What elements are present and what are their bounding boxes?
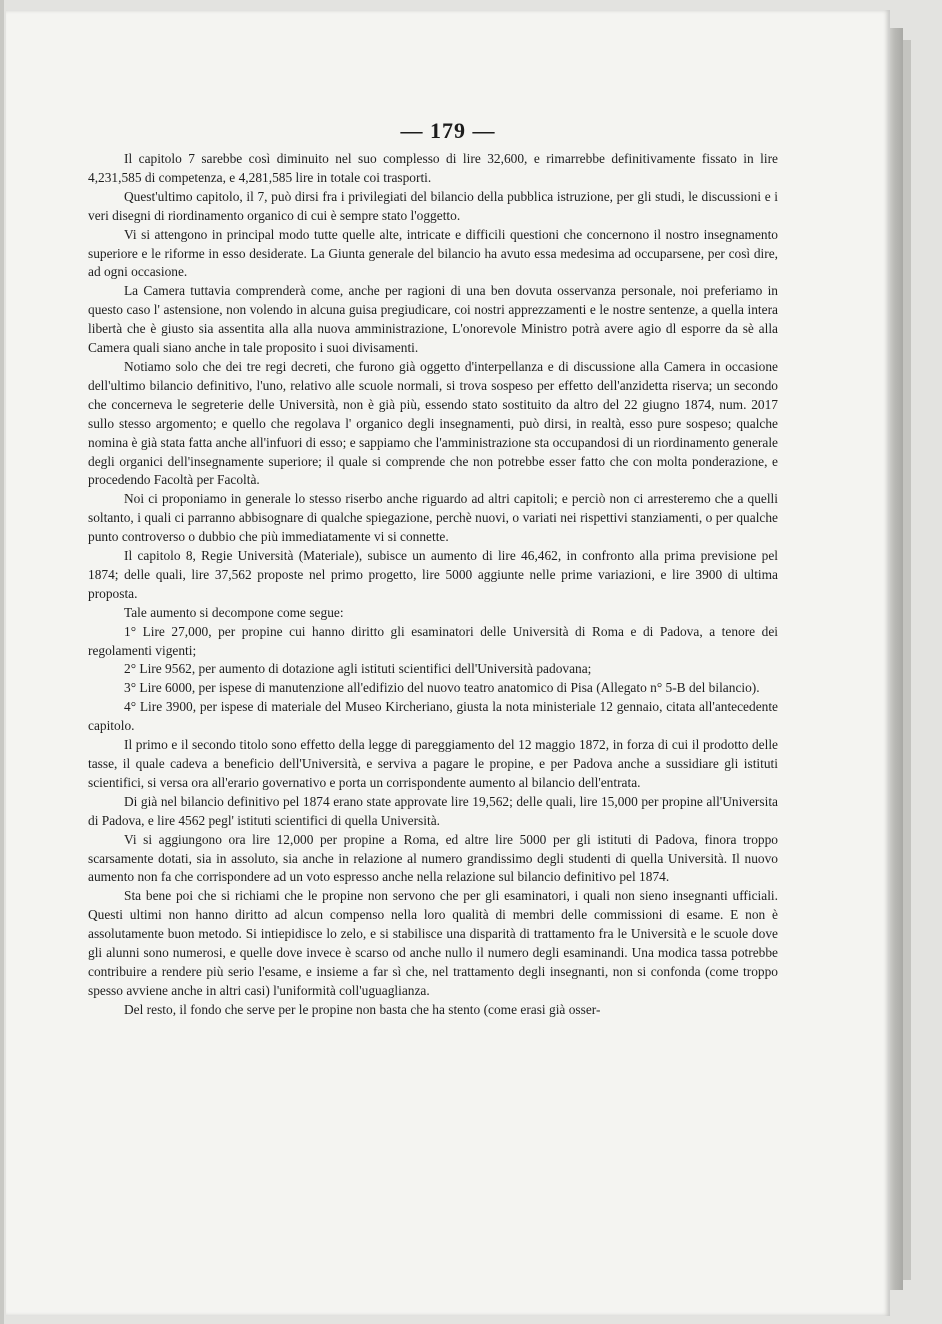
list-item: 1° Lire 27,000, per propine cui hanno diritto gli esaminatori delle Università di Roma e di Padova, a tenore dei regolamenti vigenti; <box>88 623 778 658</box>
paragraph: Tale aumento si decompone come segue: <box>124 604 344 620</box>
document-page <box>6 10 890 1316</box>
page-number: — 179 — <box>400 118 496 143</box>
list-item: 2° Lire 9562, per aumento di dotazione agli istituti scientifici dell'Università padovana; <box>124 661 592 677</box>
left-margin-shadow <box>0 0 4 1324</box>
page-body <box>88 150 778 1020</box>
paragraph: Il capitolo 8, Regie Università (Materiale), subisce un aumento di lire 46,462, in confronto alla prima previsione pel 1874; delle quali, lire 37,562 proposte nel primo progetto, lire 5000 aggiunte nelle prime variazioni, e lire 3900 di ultima proposta. <box>88 548 778 601</box>
list-item: 4° Lire 3900, per ispese di materiale del Museo Kircheriano, giusta la nota ministeriale 12 gennaio, citata all'antecedente capitolo. <box>88 699 778 734</box>
paragraph: Sta bene poi che si richiami che le propine non servono che per gli esaminatori, i quali non sieno insegnanti ufficiali. Questi ultimi non hanno diritto ad alcun compenso nella loro qualità di membri delle commissioni di esame. E non è assolutamente buon metodo. Si intiepidisce lo zelo, e si stabilisce una disparità di trattamento fra le Università e le scuole dove gli alunni sono numerosi, e quelle dove invece è scarso od anche nullo il numero degli esaminandi. Una modica tassa potrebbe contribuire a rendere più serio l'esame, e insieme a far sì che, nel trattamento degli insegnanti, non si confonda (come troppo spesso avviene anche in altri casi) l'uniformità coll'uguaglianza. <box>88 888 778 998</box>
paragraph: Quest'ultimo capitolo, il 7, può dirsi fra i privilegiati del bilancio della pubblica istruzione, per gli studi, le discussioni e i veri disegni di riordinamento organico di cui è sempre stato l'oggetto. <box>88 188 778 223</box>
paragraph: Noi ci proponiamo in generale lo stesso riserbo anche riguardo ad altri capitoli; e perciò non ci arresteremo che a quelli soltanto, i quali ci parranno abbisognare di qualche spiegazione, perchè nuovi, o variati nei rispettivi stanziamenti, o per qualche punto controverso o dubbio che più immediatamente vi si connette. <box>88 491 778 545</box>
paragraph: Di già nel bilancio definitivo pel 1874 erano state approvate lire 19,562; delle quali, lire 15,000 per propine all'Universita di Padova, e lire 4562 pegl' istituti scientifici di quella Università. <box>88 793 778 828</box>
paragraph: Notiamo solo che dei tre regi decreti, che furono già oggetto d'interpellanza e di discussione alla Camera in occasione dell'ultimo bilancio definitivo, l'uno, relativo alle scuole normali, si trova sospeso per effetto dell'anzidetta riserva; un secondo che concerneva le segreterie delle Università, non è già più, essendo stato sostituito da altro del 22 giugno 1874, num. 2017 sullo stesso argomento; e quello che regolava l' organico degli insegnamenti, può dirsi, in realtà, esso pure sospeso; qualche nomina è già stata fatta anche all'infuori di esso; e sappiamo che l'amministrazione sta occupandosi di un riordinamento generale degli organici dell'insegnamente superiore; il quale si comprende che non potrebbe esser fatto che con molta ponderazione, e procedendo Facoltà per Facoltà. <box>88 358 778 488</box>
paragraph: Vi si attengono in principal modo tutte quelle alte, intricate e difficili questioni che concernono il nostro insegnamento superiore e le riforme in esso desiderate. La Giunta generale del bilancio ha avuto essa medesima ad occuparsene, per così dire, ad ogni occasione. <box>88 226 778 280</box>
page-edge-back <box>902 40 911 1280</box>
paragraph: La Camera tuttavia comprenderà come, anche per ragioni di una ben dovuta osservanza personale, noi preferiamo in questo caso l' astensione, non volendo in alcuna guisa pregiudicare, coi nostri apprezzamenti e le nostre sentenze, a quella intera libertà che è giusto sia assentita alla alla nuova amministrazione, L'onorevole Ministro potrà avere agio dl esporre da sè alla Camera quali siano anche in tale proposito i suoi divisamenti. <box>88 283 778 356</box>
paragraph: Il capitolo 7 sarebbe così diminuito nel suo complesso di lire 32,600, e rimarrebbe definitivamente fissato in lire 4,231,585 di competenza, e 4,281,585 lire in totale coi trasporti. <box>88 151 778 185</box>
page-edge <box>888 28 903 1290</box>
paragraph: Vi si aggiungono ora lire 12,000 per propine a Roma, ed altre lire 5000 per gli istituti di Padova, finora troppo scarsamente dotati, sia in assoluto, sia anche in relazione al numero grandissimo degli studenti di quella Università. Il nuovo aumento non fa che corrispondere ad un voto espresso anche nella relazione sul bilancio definitivo pel 1874. <box>88 831 778 885</box>
list-item: 3° Lire 6000, per ispese di manutenzione all'edifizio del nuovo teatro anatomico di Pisa (Allegato n° 5-B del bilancio). <box>124 680 760 696</box>
paragraph: Il primo e il secondo titolo sono effetto della legge di pareggiamento del 12 maggio 1872, in forza di cui il prodotto delle tasse, il quale cadeva a beneficio dell'Università, e serviva a pagare le propine, e per Padova anche a sussidiare gli istituti scientifici, si versa ora all'erario governativo e porta un corrispondente aumento al bilancio dell'entrata. <box>88 737 778 790</box>
paragraph: Del resto, il fondo che serve per le propine non basta che ha stento (come erasi già osser- <box>124 1001 601 1017</box>
